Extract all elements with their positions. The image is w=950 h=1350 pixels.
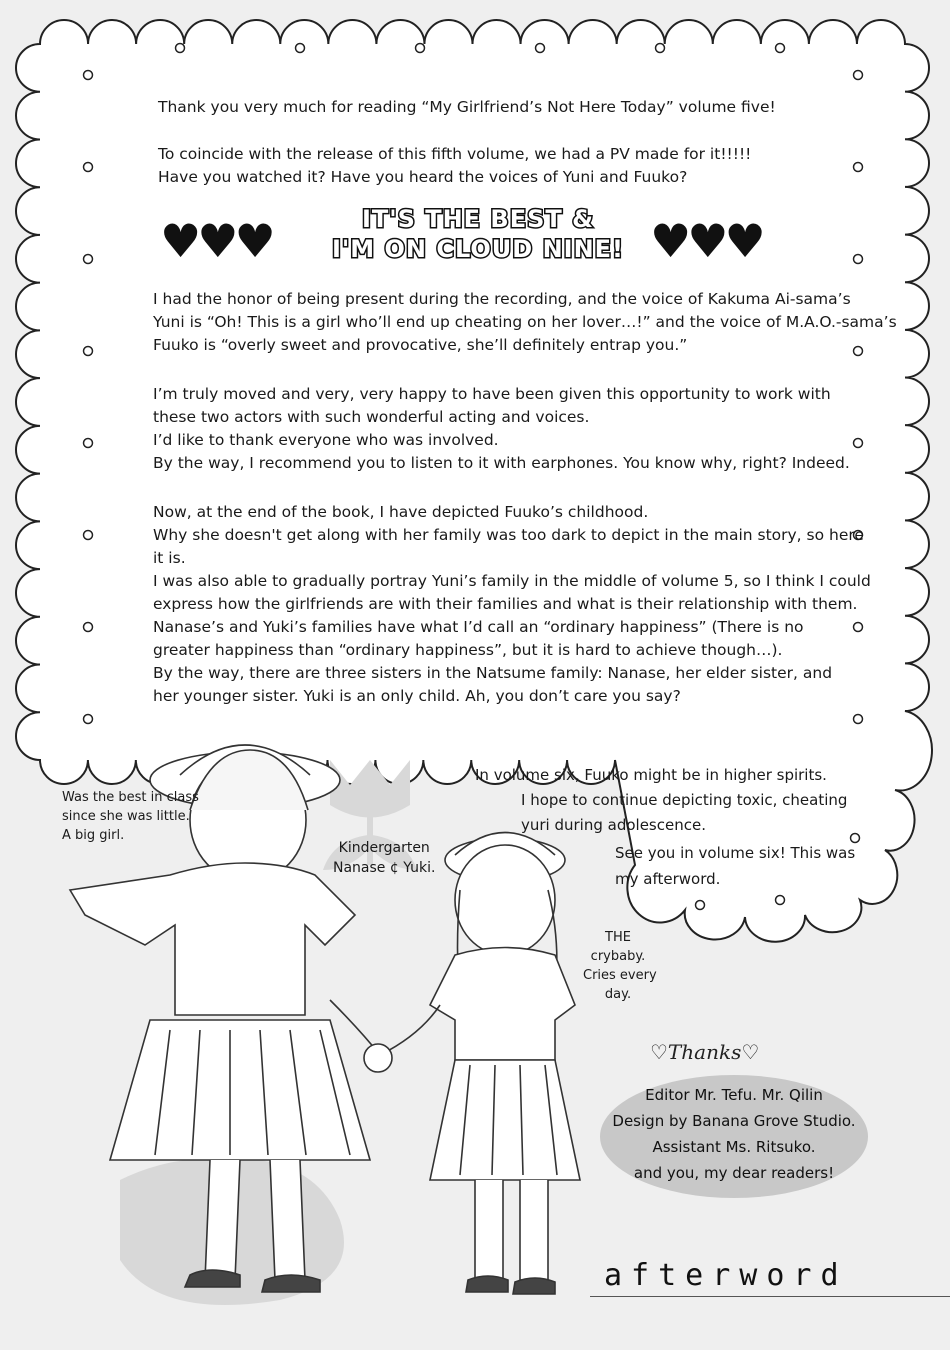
paragraph-recording: [153, 288, 897, 357]
frame-dot-icon: [854, 439, 863, 448]
note-see-you: [615, 840, 855, 892]
afterword-label: afterword: [604, 1258, 848, 1293]
note-line: Kindergarten: [338, 840, 430, 856]
text-line: Fuuko is “overly sweet and provocative, she’ll definitely entrap you.”: [153, 336, 688, 354]
text-line: Why she doesn't get along with her family was too dark to depict in the main story, so here: [153, 526, 864, 544]
paragraph-childhood: [153, 501, 871, 708]
text-line: By the way, there are three sisters in the Natsume family: Nanase, her elder sister, and: [153, 664, 833, 682]
frame-dot-icon: [416, 44, 425, 53]
note-crybaby: [583, 928, 657, 1004]
frame-dot-icon: [776, 896, 785, 905]
note-line: See you in volume six! This was: [615, 844, 856, 862]
banner-line-1: IT'S THE BEST &: [361, 205, 595, 233]
note-volume-six: [475, 763, 847, 838]
thanks-title: ♡Thanks♡: [650, 1040, 760, 1064]
text-line: Nanase’s and Yuki’s families have what I’d call an “ordinary happiness” (There is no: [153, 618, 804, 636]
frame-dot-icon: [176, 44, 185, 53]
frame-dot-icon: [854, 163, 863, 172]
frame-dot-icon: [854, 715, 863, 724]
note-line: I hope to continue depicting toxic, cheating: [521, 791, 848, 809]
paragraph-thank-you: [158, 96, 776, 119]
frame-dot-icon: [84, 347, 93, 356]
banner-title: [302, 204, 654, 264]
note-line: yuri during adolescence.: [521, 816, 706, 834]
note-line: THE: [605, 930, 631, 945]
frame-dot-icon: [84, 531, 93, 540]
note-line: A big girl.: [62, 828, 125, 843]
text-line: Yuni is “Oh! This is a girl who’ll end up cheating on her lover…!” and the voice of M.A.O.-sama’s: [153, 313, 897, 331]
frame-dot-icon: [84, 439, 93, 448]
credit-line: Design by Banana Grove Studio.: [612, 1112, 856, 1130]
text-line: her younger sister. Yuki is an only child. Ah, you don’t care you say?: [153, 687, 681, 705]
note-line: crybaby.: [590, 949, 646, 964]
text-line: express how the girlfriends are with their families and what is their relationship with them.: [153, 595, 858, 613]
credit-line: Assistant Ms. Ritsuko.: [652, 1138, 816, 1156]
text-line: To coincide with the release of this fifth volume, we had a PV made for it!!!!!: [158, 145, 752, 163]
text-line: I’d like to thank everyone who was involved.: [153, 431, 499, 449]
text-line: Have you watched it? Have you heard the voices of Yuni and Fuuko?: [158, 168, 688, 186]
frame-dot-icon: [84, 255, 93, 264]
frame-dot-icon: [536, 44, 545, 53]
frame-dot-icon: [696, 901, 705, 910]
hearts-right-icon: ♥♥♥: [650, 214, 762, 268]
note-line: my afterword.: [615, 870, 721, 888]
note-line: In volume six, Fuuko might be in higher spirits.: [475, 766, 827, 784]
text-line: Thank you very much for reading “My Girlfriend’s Not Here Today” volume five!: [158, 98, 776, 116]
note-line: Cries every: [583, 968, 657, 983]
frame-dot-icon: [84, 163, 93, 172]
paragraph-thanks-actors: [153, 383, 850, 475]
paragraph-pv: [158, 143, 751, 189]
frame-dot-icon: [854, 255, 863, 264]
note-line: since she was little.: [62, 809, 190, 824]
note-kindergarten: [333, 838, 435, 878]
divider: [590, 1296, 950, 1297]
text-line: I had the honor of being present during the recording, and the voice of Kakuma Ai-sama’s: [153, 290, 851, 308]
text-line: Now, at the end of the book, I have depicted Fuuko’s childhood.: [153, 503, 649, 521]
text-line: By the way, I recommend you to listen to it with earphones. You know why, right? Indeed.: [153, 454, 850, 472]
frame-dot-icon: [776, 44, 785, 53]
frame-dot-icon: [84, 71, 93, 80]
frame-dot-icon: [656, 44, 665, 53]
thanks-credits: [600, 1082, 868, 1186]
text-line: I’m truly moved and very, very happy to have been given this opportunity to work with: [153, 385, 831, 403]
note-line: Was the best in class: [62, 790, 199, 805]
frame-dot-icon: [296, 44, 305, 53]
note-line: Nanase ¢ Yuki.: [333, 860, 436, 876]
credit-line: and you, my dear readers!: [633, 1164, 835, 1182]
note-line: day.: [604, 987, 632, 1002]
hearts-left-icon: ♥♥♥: [160, 214, 272, 268]
text-line: these two actors with such wonderful acting and voices.: [153, 408, 590, 426]
frame-dot-icon: [84, 623, 93, 632]
banner-line-2: I'M ON CLOUD NINE!: [331, 235, 625, 263]
credit-line: Editor Mr. Tefu. Mr. Qilin: [645, 1086, 823, 1104]
frame-dot-icon: [854, 71, 863, 80]
frame-dot-icon: [84, 715, 93, 724]
note-best-in-class: [62, 788, 199, 845]
text-line: I was also able to gradually portray Yuni’s family in the middle of volume 5, so I think I could: [153, 572, 871, 590]
text-line: it is.: [153, 549, 186, 567]
text-line: greater happiness than “ordinary happiness”, but it is hard to achieve though…).: [153, 641, 783, 659]
